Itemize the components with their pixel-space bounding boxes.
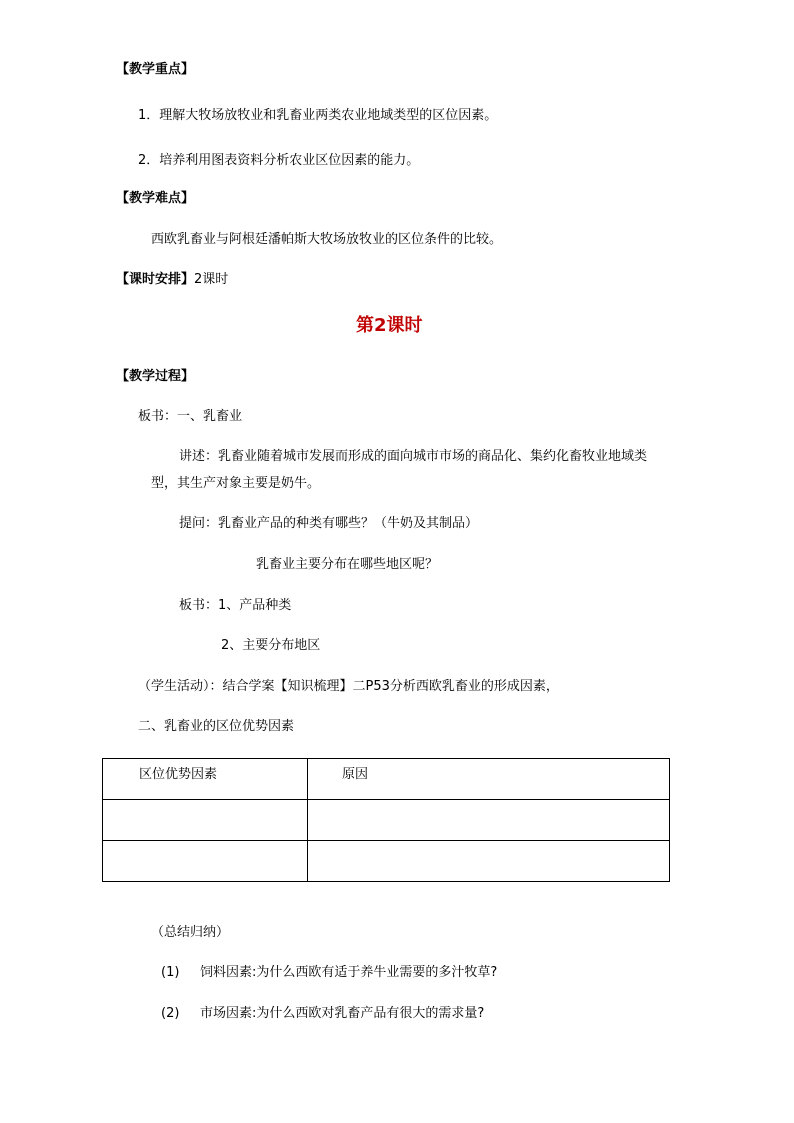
schedule-line [116, 271, 228, 289]
narration-line-2: 型，其生产对象主要是奶牛。 [151, 476, 321, 491]
board-line-3: 2、主要分布地区 [221, 638, 321, 653]
key-point-1: 1．理解大牧场放牧业和乳畜业两类农业地域类型的区位因素。 [138, 108, 498, 123]
table-header-reason: 原因 [308, 759, 670, 800]
location-factors-table [102, 758, 670, 882]
schedule-value: 2课时 [194, 272, 229, 287]
difficulty-text: 西欧乳畜业与阿根廷潘帕斯大牧场放牧业的区位条件的比较。 [151, 232, 503, 247]
table-header-row [103, 759, 670, 800]
difficulty-heading: 【教学难点】 [116, 191, 195, 206]
table-header-factor: 区位优势因素 [103, 759, 308, 800]
table-row [103, 841, 670, 882]
summary-item-1-text: 饲料因素:为什么西欧有适于养牛业需要的多汁牧草? [200, 965, 498, 980]
section-2-title: 二、乳畜业的区位优势因素 [138, 719, 295, 734]
summary-item-2-number: (2) [161, 1006, 180, 1021]
table-cell [103, 800, 308, 841]
board-line-2: 板书：1、产品种类 [179, 598, 292, 613]
question-2: 乳畜业主要分布在哪些地区呢？ [256, 557, 439, 572]
table-cell [308, 841, 670, 882]
question-1: 提问：乳畜业产品的种类有哪些？（牛奶及其制品） [179, 516, 479, 531]
student-activity: （学生活动）：结合学案【知识梳理】二P53分析西欧乳畜业的形成因素， [138, 679, 559, 694]
schedule-heading: 【课时安排】 [116, 272, 195, 287]
summary-item-1-number: (1) [161, 965, 180, 980]
summary-item-2-text: 市场因素:为什么西欧对乳畜产品有很大的需求量? [200, 1006, 485, 1021]
summary-heading: （总结归纳） [151, 925, 230, 940]
table-cell [103, 841, 308, 882]
process-heading: 【教学过程】 [116, 369, 195, 384]
table-row [103, 800, 670, 841]
board-line-1: 板书：一、乳畜业 [138, 409, 243, 424]
lesson-title: 第2课时 [356, 315, 423, 336]
table-cell [308, 800, 670, 841]
key-points-heading: 【教学重点】 [116, 62, 195, 77]
narration-line-1: 讲述：乳畜业随着城市发展而形成的面向城市市场的商品化、集约化畜牧业地域类 [179, 449, 648, 464]
key-point-2: 2．培养利用图表资料分析农业区位因素的能力。 [138, 153, 420, 168]
